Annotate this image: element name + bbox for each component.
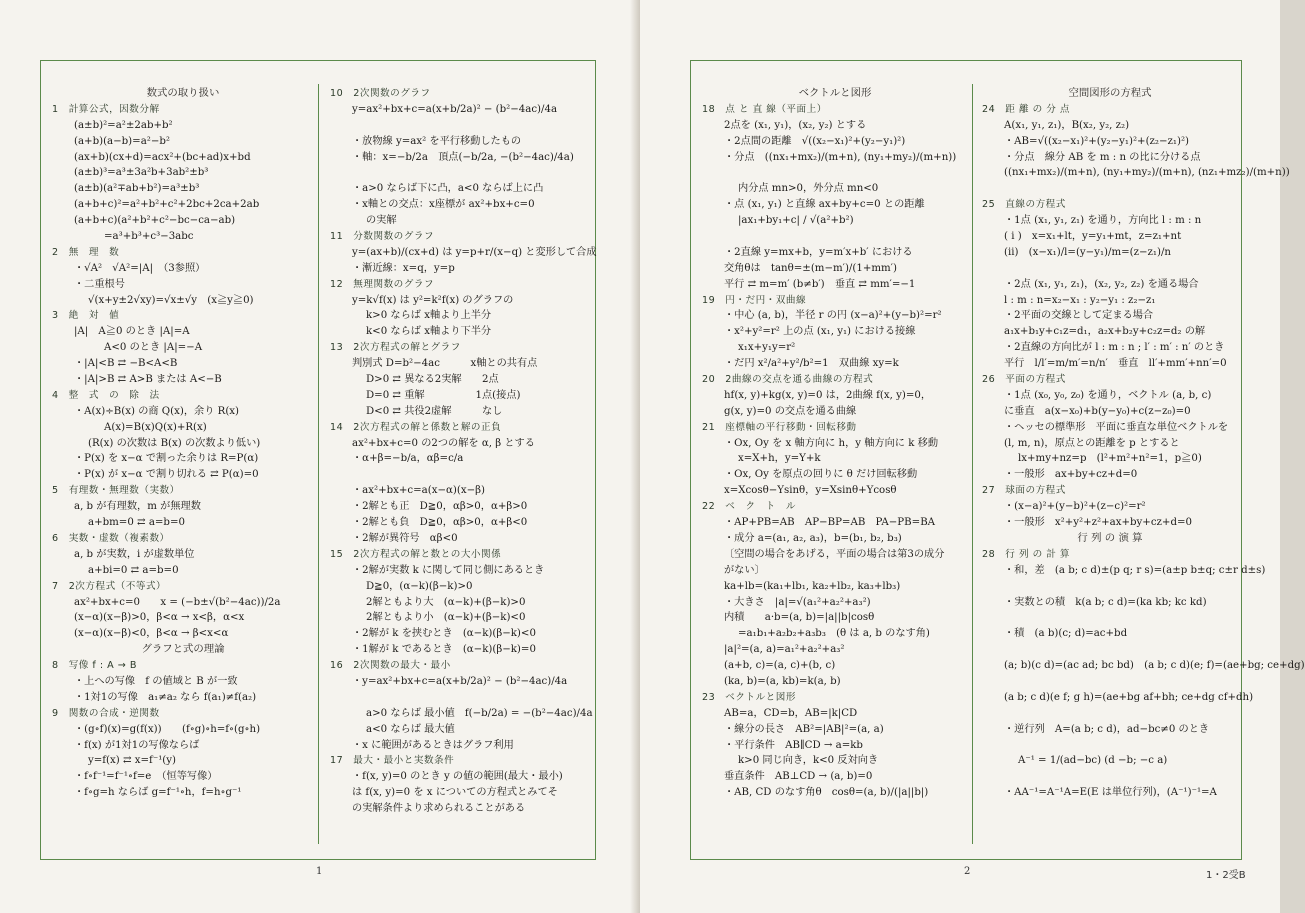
formula-line [982,706,1238,722]
topic-heading: 12 無理関数のグラフ [330,278,435,290]
formula-line: (a±b)²=a²±2ab+b² [74,119,173,131]
formula-line: は f(x, y)=0 を x についての方程式とみてそ [352,787,558,799]
topic-heading: 15 2次方程式の解と数との大小関係 [330,548,502,560]
topic-heading: 23 ベクトルと図形 [702,691,796,703]
formula-line [702,165,968,181]
formula-line: ・だ円 x²/a²+y²/b²=1 双曲線 xy=k [724,358,899,370]
page-right-column-divider [972,84,973,844]
formula-line [330,467,592,483]
formula-line [982,674,1238,690]
formula-line: ・一般形 x²+y²+z²+ax+by+cz+d=0 [1004,517,1192,529]
topic-heading: 20 2曲線の交点を通る曲線の方程式 [702,374,874,386]
formula-line: ax²+bx+c=0 x = (−b±√(b²−4ac))/2a [74,596,281,608]
formula-line: x=Xcosθ−Ysinθ，y=Xsinθ+Ycosθ [724,485,897,497]
formula-line: a, b が実数，i が虚数単位 [74,548,195,560]
formula-line: hf(x, y)+kg(x, y)=0 は，2曲線 f(x, y)=0， [724,389,932,401]
formula-line: ・放物線 y=ax² を平行移動したもの [352,135,522,147]
formula-line [982,261,1238,277]
formula-line: ・√A² √A²=|A| （3参照） [74,262,206,274]
formula-line [982,738,1238,754]
topic-heading: 7 2次方程式（不等式） [52,580,167,592]
formula-line [330,690,592,706]
page-right-column-1 [702,86,968,801]
formula-line: a, b が有理数，m が無理数 [74,501,201,513]
topic-heading: 21 座標軸の平行移動・回転移動 [702,421,857,433]
formula-line: (a b; c d)(e f; g h)=(ae+bg af+bh; ce+dg cf+dh) [1004,691,1254,703]
formula-line: (ii) (x−x₁)/l=(y−y₁)/m=(z−z₁)/n [1004,246,1171,258]
formula-line: ・1解が k であるとき (α−k)(β−k)=0 [352,644,536,656]
formula-line: (x−α)(x−β)>0，β<α → x<β，α<x [74,612,245,624]
formula-line: 2解ともより大 (α−k)+(β−k)>0 [366,596,526,608]
topic-heading: 28 行 列 の 計 算 [982,548,1070,560]
formula-line: l : m : n=x₂−x₁ : y₂−y₁ : z₂−z₁ [1004,294,1156,306]
formula-line: ・|A|>B ⇄ A>B または A<−B [74,374,222,386]
formula-line: k>0 ならば x軸より上半分 [366,310,492,322]
formula-line: y=k√f(x) は y²=k²f(x) のグラフの [352,294,514,306]
formula-line: ・漸近線：x=q，y=p [352,262,455,274]
formula-line: ・2解が k を挟むとき (α−k)(β−k)<0 [352,628,536,640]
formula-line: (a±b)³=a³±3a²b+3ab²±b³ [74,167,209,179]
formula-line: ・(x−a)²+(y−b)²+(z−c)²=r² [1004,501,1146,513]
formula-line: ・a>0 ならば下に凸，a<0 ならば上に凸 [352,183,544,195]
topic-heading: 1 計算公式，因数分解 [52,103,160,115]
formula-line: (R(x) の次数は B(x) の次数より低い) [88,437,261,449]
formula-line: (a+b, c)=(a, c)+(b, c) [724,660,836,672]
formula-line: |ax₁+by₁+c| / √(a²+b²) [738,215,854,227]
formula-line: D>0 ⇄ 異なる2実解 2点 [366,374,499,386]
formula-line: ・AA⁻¹=A⁻¹A=E(E は単位行列)，(A⁻¹)⁻¹=A [1004,787,1217,799]
formula-line [330,118,592,134]
formula-line: ・f∘f⁻¹=f⁻¹∘f=e （恒等写像） [74,771,218,783]
formula-line: A(x)=B(x)Q(x)+R(x) [104,421,207,433]
formula-line [702,229,968,245]
formula-line: ・f(x, y)=0 のとき y の値の範囲(最大・最小) [352,771,563,783]
topic-heading: 5 有理数・無理数（実数） [52,485,180,497]
formula-line: 2解ともより小 (α−k)+(β−k)<0 [366,612,526,624]
topic-heading: 19 円・だ円・双曲線 [702,294,807,306]
page-number-left: 1 [316,866,323,877]
formula-line: ・Ox, Oy を原点の回りに θ だけ回転移動 [724,469,918,481]
formula-line: y=ax²+bx+c=a(x+b/2a)² − (b²−4ac)/4a [352,103,558,115]
section-heading: グラフと式の理論 [141,643,225,656]
formula-line: ・成分 a=(a₁, a₂, a₃)，b=(b₁, b₂, b₃) [724,532,902,544]
formula-line: (x−α)(x−β)<0，β<α → β<x<α [74,628,229,640]
formula-line: (a+b+c)²=a²+b²+c²+2bc+2ca+2ab [74,199,260,211]
formula-line: ・実数との積 k(a b; c d)=(ka kb; kc kd) [1004,596,1207,608]
topic-heading: 11 分数関数のグラフ [330,231,435,243]
formula-line: ax²+bx+c=0 の2つの解を α, β とする [352,437,535,449]
topic-heading: 3 絶 対 値 [52,310,120,322]
formula-line: に垂直 a(x−x₀)+b(y−y₀)+c(z−z₀)=0 [1004,405,1191,417]
topic-heading: 16 2次関数の最大・最小 [330,660,451,672]
formula-line: ・ax²+bx+c=a(x−α)(x−β) [352,485,485,497]
formula-line: ・中心 (a, b)，半径 r の円 (x−a)²+(y−b)²=r² [724,310,942,322]
formula-line: a<0 ならば 最大値 [366,723,455,735]
formula-line: x=X+h，y=Y+k [738,453,821,465]
formula-line: ・AB, CD のなす角θ cosθ=(a, b)/(|a||b|) [724,787,929,799]
page-right-column-2 [982,86,1305,801]
section-heading: 数式の取り扱い [146,87,220,99]
formula-line: A(x₁, y₁, z₁)，B(x₂, y₂, z₂) [1004,119,1130,131]
formula-line: a₁x+b₁y+c₁z=d₁，a₂x+b₂y+c₂z=d₂ の解 [1004,326,1206,338]
page-left [0,0,637,913]
page-left-column-1 [52,86,314,801]
topic-heading: 4 整 式 の 除 法 [52,389,160,401]
formula-line: がない〕 [724,564,765,576]
formula-line: ・上への写像 f の値域と B が一致 [74,675,238,687]
formula-line: ・1点 (x₀, y₀, z₀) を通り，ベクトル (a, b, c) [1004,389,1212,401]
formula-line [982,769,1238,785]
formula-line: 2点を (x₁, y₁)，(x₂, y₂) とする [724,119,867,131]
formula-line: ・(g∘f)(x)=g(f(x)) (f∘g)∘h=f∘(g∘h) [74,723,261,735]
topic-heading: 27 球面の方程式 [982,485,1066,497]
formula-line: ・AB=√((x₂−x₁)²+(y₂−y₁)²+(z₂−z₁)²) [1004,135,1190,147]
formula-line: ・α+β=−b/a，αβ=c/a [352,453,464,465]
topic-heading: 2 無 理 数 [52,246,120,258]
formula-line: ・一般形 ax+by+cz+d=0 [1004,469,1138,481]
formula-line: ・軸：x=−b/2a 頂点(−b/2a, −(b²−4ac)/4a) [352,151,574,163]
formula-line: D<0 ⇄ 共役2虚解 なし [366,405,503,417]
formula-line: ・2解が実数 k に関して同じ側にあるとき [352,564,545,576]
formula-line: の実解 [366,215,397,227]
topic-heading: 6 実数・虚数（複素数） [52,532,170,544]
formula-line: ・f∘g=h ならば g=f⁻¹∘h，f=h∘g⁻¹ [74,787,242,799]
formula-line: ・平行条件 AB∥CD → a=kb [724,739,863,751]
formula-line: の実解条件より求められることがある [352,803,526,815]
formula-line: 垂直条件 AB⊥CD → (a, b)=0 [724,771,873,783]
formula-line: D≧0，(α−k)(β−k)>0 [366,580,473,592]
formula-line: ・2直線 y=mx+b，y=m′x+b′ における [724,246,913,258]
formula-line: (a; b)(c d)=(ac ad; bc bd) (a b; c d)(e; f)=(ae+bg; ce+dg) [1004,660,1305,672]
topic-heading: 24 距 離 の 分 点 [982,103,1070,115]
formula-line: 平行 ⇄ m=m′ (b≠b′) 垂直 ⇄ mm′=−1 [724,278,916,290]
formula-line: (ax+b)(cx+d)=acx²+(bc+ad)x+bd [74,151,251,163]
formula-line: ( i ) x=x₁+lt，y=y₁+mt，z=z₁+nt [1004,231,1182,243]
formula-line: √(x+y±2√xy)=√x±√y (x≧y≧0) [88,294,254,306]
formula-line: A<0 のとき |A|=−A [104,342,203,354]
formula-line: ・P(x) を x−α で割った余りは R=P(α) [74,453,259,465]
formula-line: (l, m, n)，原点との距離を p とすると [1004,437,1180,449]
formula-line: ・1対1の写像 a₁≠a₂ なら f(a₁)≠f(a₂) [74,691,257,703]
formula-line [330,165,592,181]
page-right [640,0,1305,913]
formula-line: k<0 ならば x軸より下半分 [366,326,492,338]
formula-line: |A| A≧0 のとき |A|=A [74,326,190,338]
formula-line: ・線分の長さ AB²=|AB|²=(a, a) [724,723,884,735]
formula-line: =a₁b₁+a₂b₂+a₃b₃ (θ は a, b のなす角) [738,628,930,640]
formula-line: 交角θは tanθ=±(m−m′)/(1+mm′) [724,262,897,274]
formula-line: 〔空間の場合をあげる，平面の場合は第3の成分 [724,548,945,560]
page-left-column-2 [330,86,597,817]
formula-line [982,610,1238,626]
formula-line: a+bm=0 ⇄ a=b=0 [88,517,185,529]
formula-line: |a|²=(a, a)=a₁²+a₂²+a₃² [724,644,845,656]
formula-line: ・和，差 (a b; c d)±(p q; r s)=(a±p b±q; c±r d±s) [1004,564,1266,576]
section-heading: ベクトルと図形 [798,87,872,99]
topic-heading: 10 2次関数のグラフ [330,88,431,99]
formula-line: ・Ox, Oy を x 軸方向に h，y 軸方向に k 移動 [724,437,939,449]
section-heading: 行 列 の 演 算 [1077,531,1143,544]
formula-line: ・逆行列 A=(a b; c d)，ad−bc≠0 のとき [1004,723,1210,735]
formula-line: ・y=ax²+bx+c=a(x+b/2a)² − (b²−4ac)/4a [352,675,568,687]
topic-heading: 9 関数の合成・逆関数 [52,707,160,719]
topic-heading: 17 最大・最小と実数条件 [330,755,455,767]
formula-line: ・x に範囲があるときはグラフ利用 [352,739,514,751]
footer-code: 1・2受B [1206,870,1246,881]
formula-line: ・1点 (x₁, y₁, z₁) を通り，方向比 l : m : n [1004,215,1202,227]
formula-line: ・2点 (x₁, y₁, z₁)，(x₂, y₂, z₂) を通る場合 [1004,278,1199,290]
topic-heading: 14 2次方程式の解と係数と解の正負 [330,421,502,433]
formula-line: ・x軸との交点：x座標が ax²+bx+c=0 [352,199,535,211]
formula-line: ・P(x) が x−α で割り切れる ⇄ P(α)=0 [74,469,259,481]
formula-line: A⁻¹ = 1/(ad−bc) (d −b; −c a) [1018,755,1168,767]
formula-line: (a+b+c)(a²+b²+c²−bc−ca−ab) [74,215,236,227]
formula-line: ・|A|<B ⇄ −B<A<B [74,358,178,370]
formula-line: y=(ax+b)/(cx+d) は y=p+r/(x−q) と変形して合成 [352,246,597,258]
topic-heading: 18 点 と 直 線（平面上） [702,103,827,115]
formula-line: ・2解とも負 D≧0，αβ>0，α+β<0 [352,517,528,529]
formula-line: a>0 ならば 最小値 f(−b/2a) = −(b²−4ac)/4a [366,707,593,719]
formula-line [982,181,1238,197]
formula-line: a+bi=0 ⇄ a=b=0 [88,564,179,576]
topic-heading: 8 写像 f : A → B [52,660,137,672]
topic-heading: 25 直線の方程式 [982,199,1066,211]
formula-line: ・2点間の距離 √((x₂−x₁)²+(y₂−y₁)²) [724,135,906,147]
topic-heading: 13 2次方程式の解とグラフ [330,342,461,354]
formula-line: ((nx₁+mx₂)/(m+n), (ny₁+my₂)/(m+n), (nz₁+mz₂)/(m+n)) [1004,167,1290,179]
formula-line: y=f(x) ⇄ x=f⁻¹(y) [88,755,176,767]
formula-line: lx+my+nz=p (l²+m²+n²=1，p≧0) [1018,453,1202,465]
page-number-right: 2 [964,866,971,877]
formula-line: k>0 同じ向き，k<0 反対向き [738,755,879,767]
formula-line: ・ヘッセの標準形 平面に垂直な単位ベクトルを [1004,421,1229,433]
formula-line: AB=a，CD=b，AB=|k|CD [724,707,858,719]
formula-line: (a±b)(a²∓ab+b²)=a³±b³ [74,183,200,195]
formula-line: ka+lb=(ka₁+lb₁, ka₂+lb₂, ka₃+lb₃) [724,580,901,592]
topic-heading: 22 ベ ク ト ル [702,501,796,513]
formula-line: x₁x+y₁y=r² [738,342,796,354]
formula-line: 平行 l/l′=m/m′=n/n′ 垂直 ll′+mm′+nn′=0 [1004,358,1227,370]
formula-line: ・積 (a b)(c; d)=ac+bd [1004,628,1128,640]
formula-line: ・2解とも正 D≧0，αβ>0，α+β>0 [352,501,528,513]
topic-heading: 26 平面の方程式 [982,374,1066,386]
formula-line: ・2直線の方向比が l : m : n ; l′ : m′ : n′ のとき [1004,342,1225,354]
formula-line: ・二重根号 [74,278,125,290]
formula-line: ・AP+PB=AB AP−BP=AB PA−PB=BA [724,517,936,529]
formula-line: g(x, y)=0 の交点を通る曲線 [724,405,857,417]
formula-line: ・x²+y²=r² 上の点 (x₁, y₁) における接線 [724,326,916,338]
formula-line: ・f(x) が1対1の写像ならば [74,739,200,751]
formula-line: ・A(x)÷B(x) の商 Q(x)，余り R(x) [74,405,240,417]
formula-line: 内分点 mn>0，外分点 mn<0 [738,183,879,195]
formula-line: 内積 a·b=(a, b)=|a||b|cosθ [724,612,875,624]
formula-line [982,642,1238,658]
formula-line: (a+b)(a−b)=a²−b² [74,135,170,147]
section-heading: 空間図形の方程式 [1068,87,1152,99]
formula-line: ・分点 線分 AB を m : n の比に分ける点 [1004,151,1201,163]
formula-line: (ka, b)=(a, kb)=k(a, b) [724,675,841,687]
page-left-column-divider [318,84,319,844]
formula-line: ・大きさ |a|=√(a₁²+a₂²+a₃²) [724,596,871,608]
formula-line: ・分点 ((nx₁+mx₂)/(m+n), (ny₁+my₂)/(m+n)) [724,151,957,163]
formula-line: D=0 ⇄ 重解 1点(接点) [366,389,521,401]
formula-line: ・2解が異符号 αβ<0 [352,532,458,544]
formula-line: 判別式 D=b²−4ac x軸との共有点 [352,358,538,370]
formula-line: ・点 (x₁, y₁) と直線 ax+by+c=0 との距離 [724,199,925,211]
formula-line: =a³+b³+c³−3abc [104,231,194,243]
formula-line: ・2平面の交線として定まる場合 [1004,310,1154,322]
formula-line [982,579,1238,595]
